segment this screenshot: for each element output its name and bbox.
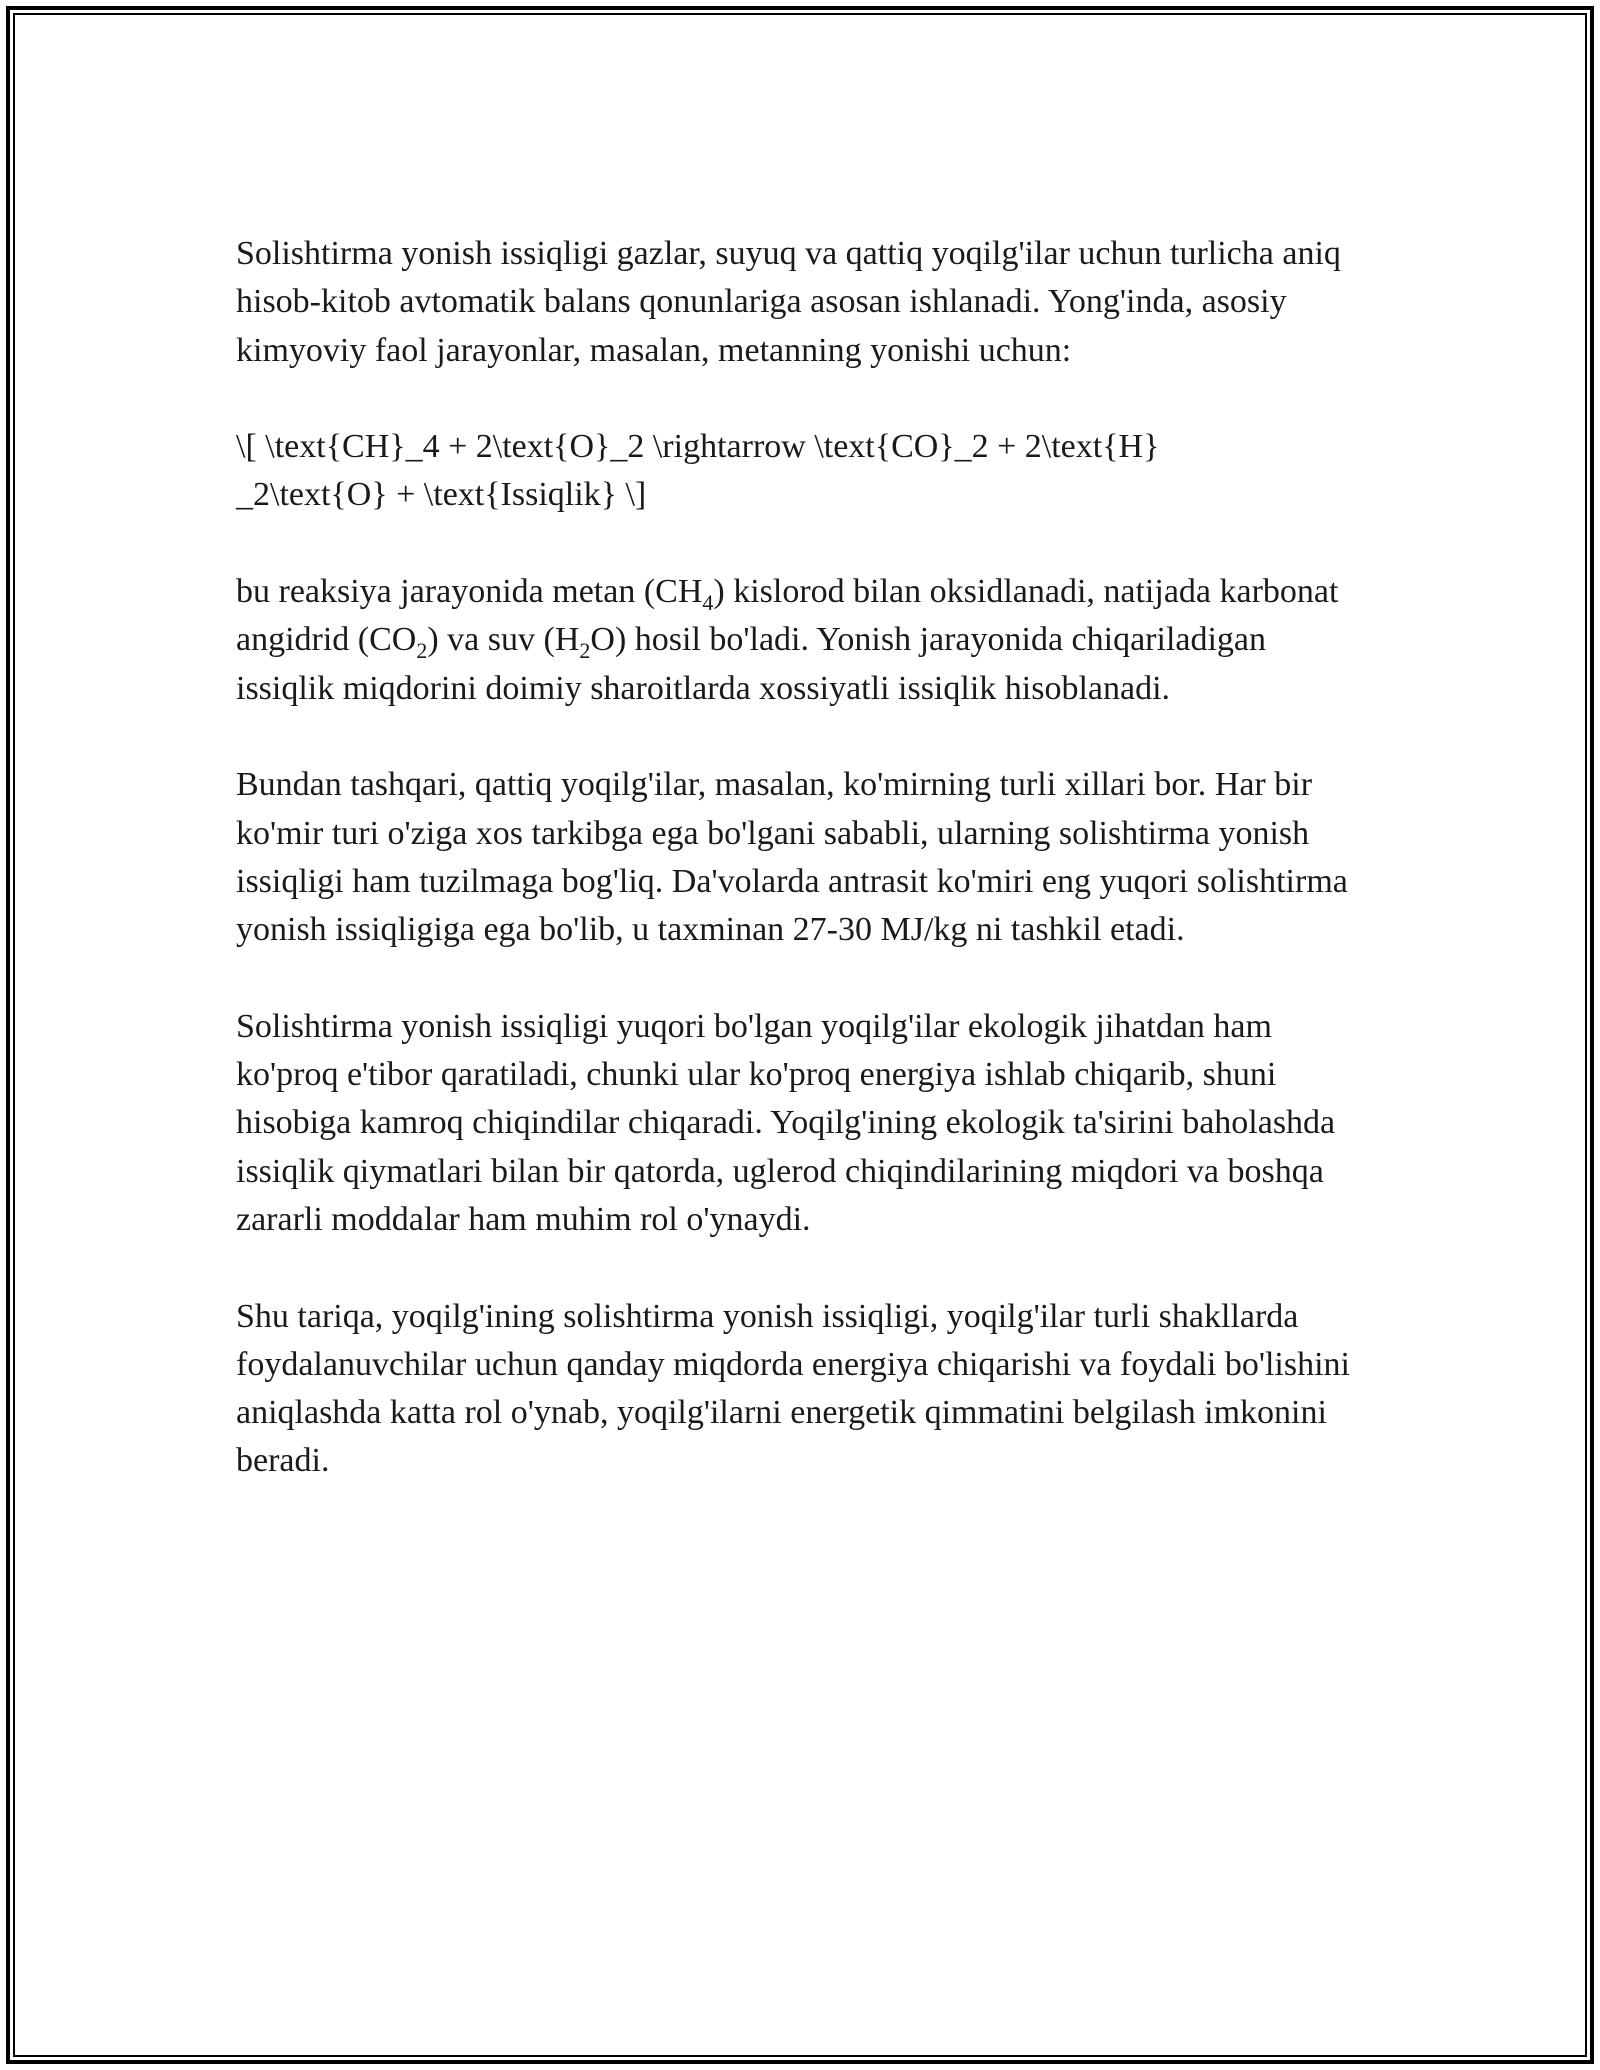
equation-raw-latex — [236, 423, 1366, 520]
document-body — [236, 230, 1366, 1534]
paragraph-intro: Solishtirma yonish issiqligi gazlar, suyuq va qattiq yoqilg'ilar uchun turlicha aniq hisob-kitob avtomatik balans qonunlariga asosan ishlanadi. Yong'inda, asosiy kimyoviy faol jarayonlar, masalan, metanning yonishi uchun: — [236, 235, 1341, 369]
paragraph-conclusion: Shu tariqa, yoqilg'ining solishtirma yonish issiqligi, yoqilg'ilar turli shakllarda foydalanuvchilar uchun qanday miqdorda energiya chiqarishi va foydali bo'lishini aniqlashda katta rol o'ynab, yoqilg'ilarni energetik qimmatini belgilash imkonini beradi. — [236, 1297, 1350, 1480]
text-segment: ) kislorod bilan oksidlanadi, natijada karbonat angidrid (CO — [236, 573, 1339, 659]
paragraph-methane-reaction — [236, 568, 1366, 713]
subscript: 4 — [702, 590, 714, 616]
text-segment: ) va suv (H — [427, 621, 580, 659]
equation-line-1: \[ \text{CH}_4 + 2\text{O}_2 \rightarrow \text{CO}_2 + 2\text{H} — [236, 428, 1160, 466]
paragraph-ecology: Solishtirma yonish issiqligi yuqori bo'lgan yoqilg'ilar ekologik jihatdan ham ko'proq e'tibor qaratiladi, chunki ular ko'proq energiya ishlab chiqarib, shuni hisobiga kamroq chiqindilar chiqaradi. Yoqilg'ining ekologik ta'sirini baholashda issiqlik qiymatlari bilan bir qatorda, uglerod chiqindilarining miqdori va boshqa zararli moddalar ham muhim rol o'ynaydi. — [236, 1007, 1336, 1238]
text-segment: O) hosil bo'ladi. Yonish jarayonida chiqariladigan issiqlik miqdorini doimiy sharoitlarda xossiyatli issiqlik hisoblanadi. — [236, 621, 1267, 707]
subscript: 2 — [579, 638, 591, 664]
subscript: 2 — [416, 638, 428, 664]
text-segment: bu reaksiya jarayonida metan (CH — [236, 573, 703, 611]
paragraph-solid-fuels: Bundan tashqari, qattiq yoqilg'ilar, masalan, ko'mirning turli xillari bor. Har bir ko'mir turi o'ziga xos tarkibga ega bo'lgani sababli, ularning solishtirma yonish issiqligi ham tuzilmaga bog'liq. Da'volarda antrasit ko'miri eng yuqori solishtirma yonish issiqligiga ega bo'lib, u taxminan 27-30 MJ/kg ni tashkil etadi. — [236, 766, 1348, 949]
equation-line-2: _2\text{O} + \text{Issiqlik} \] — [236, 476, 647, 514]
